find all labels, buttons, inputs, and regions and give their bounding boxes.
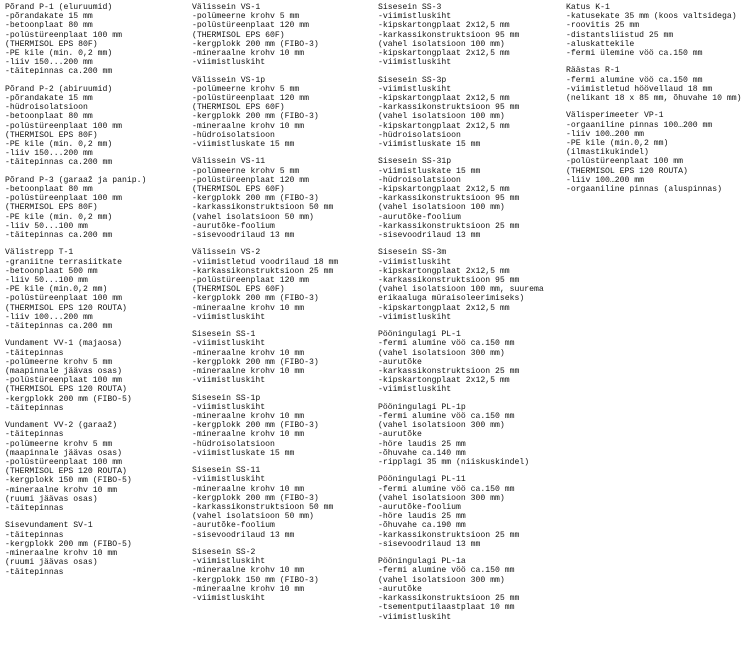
spec-block xyxy=(378,330,544,394)
spec-layer-line: -viimistluskiht xyxy=(378,58,452,68)
block-spacer xyxy=(378,395,544,403)
spec-layer-line: -PE kile (min. 0,2 mm) xyxy=(5,212,113,222)
spec-layer-line: -viimistluskiht xyxy=(192,475,266,485)
spec-layer-line: -viimistletud voodrilaud 18 mm xyxy=(192,257,339,267)
spec-layer-line: -tsementputilaastplaat 10 mm xyxy=(378,603,515,613)
spec-block xyxy=(566,3,742,58)
spec-layer-line: -õhuvahe ca.140 mm xyxy=(378,448,466,458)
spec-layer-line: (maapinnale jäävas osas) xyxy=(5,367,123,377)
spec-title: Välissein VS-1 xyxy=(192,3,261,12)
spec-layer-line: -hüdroisolatsioon xyxy=(192,439,275,449)
spec-layer-line: -aurutõke-foolium xyxy=(378,212,461,222)
spec-layer-line: -sisevoodrilaud 13 mm xyxy=(378,539,481,549)
spec-layer-line: -fermi alumine vöö ca.150 mm xyxy=(378,412,515,422)
spec-layer-line: -karkassikonstruktsioon 25 mm xyxy=(378,367,520,377)
spec-layer-line: -fermi alumine vöö ca.150 mm xyxy=(378,339,515,349)
spec-layer-line: -liiv 100…200 mm xyxy=(566,129,645,139)
spec-block xyxy=(5,176,146,240)
spec-layer-line: -viimistluskate 15 mm xyxy=(378,166,481,176)
spec-layer-line: -viimistluskiht xyxy=(378,84,452,94)
spec-layer-line: -distantsliistud 25 mm xyxy=(566,30,674,40)
spec-layer-line: -betoonplaat 80 mm xyxy=(5,112,93,122)
spec-layer-line: -mineraalne krohv 10 mm xyxy=(5,549,118,559)
spec-layer-line: -karkassikonstruktsioon 95 mm xyxy=(378,194,520,204)
spec-layer-line: -kergplokk 200 mm (FIBO-3) xyxy=(192,39,319,49)
spec-layer-line: (vahel isolatsioon 300 mm) xyxy=(378,421,505,431)
spec-layer-line: -viimistletud höövellaud 18 mm xyxy=(566,84,713,94)
spec-layer-line: -viimistluskiht xyxy=(192,312,266,322)
spec-block xyxy=(378,475,544,549)
spec-layer-line: (vahel isolatsioon 50 mm) xyxy=(192,212,314,222)
spec-layer-line: -liiv 100...200 mm xyxy=(5,312,93,322)
spec-layer-line: -aurutõke xyxy=(378,430,422,440)
spec-layer-line: -liiv 150...200 mm xyxy=(5,58,93,68)
spec-layer-line: (vahel isolatsioon 300 mm) xyxy=(378,348,505,358)
spec-block xyxy=(378,3,544,67)
spec-layer-line: (THERMISOL EPS 60F) xyxy=(192,30,285,40)
spec-layer-line: -kipskartongplaat 2x12,5 mm xyxy=(378,121,510,131)
spec-layer-line: -viimistluskiht xyxy=(192,339,266,349)
spec-layer-line: -kergplokk 200 mm (FIBO-3) xyxy=(192,493,319,503)
spec-layer-line: -mineraalne krohv 10 mm xyxy=(192,49,305,59)
spec-title: Välissein VS-1p xyxy=(192,75,266,85)
spec-layer-line: -täitepinnas ca.200 mm xyxy=(5,158,113,168)
spec-layer-line: -karkassikonstruktsioon 25 mm xyxy=(192,266,334,276)
spec-block xyxy=(378,157,544,240)
spec-layer-line: (nelikant 18 x 85 mm, õhuvahe 10 mm) xyxy=(566,94,742,104)
spec-title: Sisesein SS-1p xyxy=(192,393,261,403)
spec-layer-line: -mineraalne krohv 10 mm xyxy=(5,485,118,495)
spec-layer-line: -sisevoodrilaud 13 mm xyxy=(192,530,295,540)
spec-title: Sisesein SS-11 xyxy=(192,466,261,476)
spec-layer-line: -karkassikonstruktsioon 95 mm xyxy=(378,30,520,40)
spec-layer-line: -viimistluskiht xyxy=(192,557,266,567)
spec-layer-line: -karkassikonstruktsioon 95 mm xyxy=(378,276,520,286)
spec-title: Sisesein SS-3m xyxy=(378,248,447,258)
spec-layer-line: -polümeerne krohv 5 mm xyxy=(192,84,300,94)
spec-layer-line: (THERMISOL EPS 80F) xyxy=(5,39,98,49)
spec-layer-line: -roovitis 25 mm xyxy=(566,21,640,31)
spec-block xyxy=(5,3,146,77)
spec-layer-line: -polüstüreenplaat 100 mm xyxy=(5,294,123,304)
spec-block xyxy=(192,76,338,150)
spec-layer-line: -kipskartongplaat 2x12,5 mm xyxy=(378,303,510,313)
spec-layer-line: -fermi ülemine vöö ca.150 mm xyxy=(566,49,703,59)
spec-layer-line: -polüstüreenplaat 100 mm xyxy=(5,458,123,468)
spec-layer-line: -kergplokk 200 mm (FIBO-3) xyxy=(192,421,319,431)
spec-layer-line: (THERMISOL EPS 120 ROUTA) xyxy=(5,385,127,395)
spec-layer-line: -fermi alumine vöö ca.150 mm xyxy=(378,484,515,494)
spec-layer-line: -põrandakate 15 mm xyxy=(5,94,93,104)
spec-title: Välissein VS-11 xyxy=(192,157,266,167)
spec-layer-line: -viimistluskiht xyxy=(192,402,266,412)
spec-layer-line: -kipskartongplaat 2x12,5 mm xyxy=(378,185,510,195)
spec-layer-line: -viimistluskate 15 mm xyxy=(192,448,295,458)
spec-layer-line: -liiv 150...200 mm xyxy=(5,149,93,159)
spec-layer-line: -PE kile (min. 0,2 mm) xyxy=(5,140,113,150)
spec-layer-line: -kipskartongplaat 2x12,5 mm xyxy=(378,376,510,386)
block-spacer xyxy=(5,77,146,85)
spec-layer-line: -täitepinnas xyxy=(5,348,64,358)
spec-layer-line: -täitepinnas xyxy=(5,567,64,577)
spec-layer-line: -kergplokk 150 mm (FIBO-3) xyxy=(192,575,319,585)
spec-block xyxy=(192,157,338,240)
spec-title: Pööningulagi PL-1p xyxy=(378,402,466,412)
spec-layer-line: -karkassikonstruktsioon 25 mm xyxy=(378,221,520,231)
spec-layer-line: -karkassikonstruktsioon 95 mm xyxy=(378,103,520,113)
spec-layer-line: -PE kile (min.0,2 mm) xyxy=(566,139,669,149)
spec-layer-line: (THERMISOL EPS 60F) xyxy=(192,185,285,195)
spec-title: Sisesein SS-3 xyxy=(378,3,442,12)
spec-title: Välissein VS-2 xyxy=(192,248,261,258)
spec-title: Räästas R-1 xyxy=(566,66,620,76)
spec-layer-line: (ruumi jäävas osas) xyxy=(5,558,98,568)
spec-block xyxy=(5,339,146,413)
spec-layer-line: -polüstüreenplaat 100 mm xyxy=(566,157,684,167)
spec-layer-line: -kipskartongplaat 2x12,5 mm xyxy=(378,94,510,104)
spec-layer-line: (THERMISOL EPS 60F) xyxy=(192,285,285,295)
spec-block xyxy=(378,557,544,621)
spec-layer-line: -viimistluskiht xyxy=(378,312,452,322)
spec-layer-line: -graniitne terrasiitkate xyxy=(5,257,123,267)
spec-layer-line: -viimistluskate 15 mm xyxy=(378,140,481,150)
block-spacer xyxy=(378,67,544,75)
spec-title: Põrand P-2 (abiruumid) xyxy=(5,84,113,94)
spec-title: Välistrepp T-1 xyxy=(5,248,74,258)
spec-layer-line: -liiv 50...100 mm xyxy=(5,276,88,286)
spec-layer-line: -täitepinnas xyxy=(5,530,64,540)
spec-layer-line: -polüstüreenplaat 120 mm xyxy=(192,276,310,286)
spec-layer-line: -orgaaniline pinnas 100…200 mm xyxy=(566,120,713,130)
spec-layer-line: -fermi alumine vöö ca.150 mm xyxy=(378,566,515,576)
spec-layer-line: -kergplokk 200 mm (FIBO-3) xyxy=(192,194,319,204)
spec-layer-line: -kipskartongplaat 2x12,5 mm xyxy=(378,266,510,276)
spec-layer-line: -karkassikonstruktsioon 50 mm xyxy=(192,503,334,513)
spec-layer-line: -fermi alumine vöö ca.150 mm xyxy=(566,75,703,85)
spec-block xyxy=(5,248,146,331)
spec-title: Sisesein SS-2 xyxy=(192,548,256,558)
spec-layer-line: -karkassikonstruktsioon 50 mm xyxy=(192,203,334,213)
spec-layer-line: -viimistluskiht xyxy=(378,385,452,395)
spec-layer-line: -hüdroisolatsioon xyxy=(378,130,461,140)
spec-layer-line: -PE kile (min.0,2 mm) xyxy=(5,285,108,295)
spec-layer-line: -viimistluskiht xyxy=(378,612,452,622)
spec-block xyxy=(378,76,544,150)
spec-layer-line: -höre laudis 25 mm xyxy=(378,439,466,449)
spec-layer-line: (vahel isolatsioon 100 mm, suurema xyxy=(378,285,544,295)
spec-layer-line: -polümeerne krohv 5 mm xyxy=(5,357,113,367)
spec-block xyxy=(378,248,544,322)
spec-title: Vundament VV-2 (garaaž) xyxy=(5,421,118,431)
spec-layer-line: -polüstüreenplaat 100 mm xyxy=(5,194,123,204)
spec-layer-line: (vahel isolatsioon 50 mm) xyxy=(192,512,314,522)
spec-block xyxy=(566,66,742,103)
spec-layer-line: -sisevoodrilaud 13 mm xyxy=(192,231,295,241)
spec-layer-line: -aurutõke xyxy=(378,357,422,367)
spec-block xyxy=(192,548,338,603)
spec-layer-line: -täitepinnas ca.200 mm xyxy=(5,67,113,77)
spec-layer-line: -aurutõke-foolium xyxy=(192,521,275,531)
spec-layer-line: -polüstüreenplaat 100 mm xyxy=(5,376,123,386)
spec-layer-line: -hüdroisolatsioon xyxy=(378,175,461,185)
spec-title: Sisesein SS-1 xyxy=(192,330,256,340)
spec-layer-line: -polümeerne krohv 5 mm xyxy=(192,166,300,176)
spec-layer-line: -põrandakate 15 mm xyxy=(5,12,93,22)
spec-layer-line: -polüstüreenplaat 120 mm xyxy=(192,21,310,31)
block-spacer xyxy=(192,385,338,393)
spec-block xyxy=(566,111,742,194)
spec-layer-line: -ripplagi 35 mm (niiskuskindel) xyxy=(378,458,530,468)
spec-layer-line: -kergplokk 150 mm (FIBO-5) xyxy=(5,476,132,486)
spec-layer-line: (ruumi jäävas osas) xyxy=(5,494,98,504)
spec-layer-line: -betoonplaat 500 mm xyxy=(5,266,98,276)
block-spacer xyxy=(566,58,742,66)
spec-block xyxy=(192,394,338,458)
spec-layer-line: -kergplokk 200 mm (FIBO-3) xyxy=(192,294,319,304)
spec-layer-line: -liiv 50...100 mm xyxy=(5,221,88,231)
spec-layer-line: (vahel isolatsioon 100 mm) xyxy=(378,112,505,122)
spec-layer-line: -höre laudis 25 mm xyxy=(378,512,466,522)
spec-layer-line: -mineraalne krohv 10 mm xyxy=(192,484,305,494)
spec-layer-line: -õhuvahe ca.190 mm xyxy=(378,521,466,531)
spec-layer-line: -viimistluskiht xyxy=(192,594,266,604)
spec-layer-line: -mineraalne krohv 10 mm xyxy=(192,430,305,440)
spec-title: Pööningulagi PL-11 xyxy=(378,475,466,485)
spec-layer-line: -täitepinnas xyxy=(5,430,64,440)
spec-layer-line: -viimistluskate 15 mm xyxy=(192,140,295,150)
spec-title: Sisesein SS-3p xyxy=(378,75,447,85)
spec-layer-line: -kergplokk 200 mm (FIBO-5) xyxy=(5,394,132,404)
spec-layer-line: (THERMISOL EPS 120 ROUTA) xyxy=(566,166,688,176)
spec-layer-line: -mineraalne krohv 10 mm xyxy=(192,303,305,313)
spec-layer-line: -täitepinnas xyxy=(5,403,64,413)
spec-layer-line: -mineraalne krohv 10 mm xyxy=(192,121,305,131)
spec-layer-line: -betoonplaat 80 mm xyxy=(5,21,93,31)
spec-layer-line: -mineraalne krohv 10 mm xyxy=(192,566,305,576)
spec-layer-line: -karkassikonstruktsioon 25 mm xyxy=(378,530,520,540)
spec-block xyxy=(192,330,338,385)
spec-layer-line: (vahel isolatsioon 100 mm) xyxy=(378,39,505,49)
spec-layer-line: -mineraalne krohv 10 mm xyxy=(192,348,305,358)
spec-layer-line: (THERMISOL EPS 120 ROUTA) xyxy=(5,467,127,477)
spec-layer-line: -mineraalne krohv 10 mm xyxy=(192,367,305,377)
spec-layer-line: -polüstüreenplaat 120 mm xyxy=(192,94,310,104)
spec-layer-line: -hüdroisolatsioon xyxy=(192,130,275,140)
spec-layer-line: (maapinnale jäävas osas) xyxy=(5,448,123,458)
spec-layer-line: (THERMISOL EPS 120 ROUTA) xyxy=(5,303,127,313)
spec-layer-line: -polüstüreenplaat 100 mm xyxy=(5,30,123,40)
spec-title: Välisperimeeter VP-1 xyxy=(566,111,664,121)
spec-layer-line: (vahel isolatsioon 100 mm) xyxy=(378,203,505,213)
spec-layer-line: -PE kile (min. 0,2 mm) xyxy=(5,49,113,59)
spec-layer-line: -aluskattekile xyxy=(566,39,635,49)
spec-title: Pööningulagi PL-1 xyxy=(378,330,461,340)
spec-layer-line: -hüdroisolatsioon xyxy=(5,103,88,113)
spec-layer-line: -viimistluskiht xyxy=(378,12,452,22)
spec-layer-line: -kergplokk 200 mm (FIBO-3) xyxy=(192,357,319,367)
spec-layer-line: (vahel isolatsioon 300 mm) xyxy=(378,575,505,585)
spec-layer-line: (THERMISOL EPS 80F) xyxy=(5,203,98,213)
spec-layer-line: (THERMISOL EPS 80F) xyxy=(5,130,98,140)
spec-layer-line: erikaaluga müraisoleerimiseks) xyxy=(378,294,525,304)
spec-title: Põrand P-1 (eluruumid) xyxy=(5,3,113,12)
spec-layer-line: -betoonplaat 80 mm xyxy=(5,185,93,195)
spec-title: Katus K-1 xyxy=(566,3,610,12)
block-spacer xyxy=(5,168,146,176)
spec-layer-line: -liiv 100…200 mm xyxy=(566,175,645,185)
spec-layer-line: -polümeerne krohv 5 mm xyxy=(192,12,300,22)
spec-layer-line: -täitepinnas ca.200 mm xyxy=(5,231,113,241)
spec-layer-line: -orgaaniline pinnas (aluspinnas) xyxy=(566,185,723,195)
spec-title: Pööningulagi PL-1a xyxy=(378,557,466,567)
spec-layer-line: -kergplokk 200 mm (FIBO-3) xyxy=(192,112,319,122)
spec-layer-line: -viimistluskiht xyxy=(192,58,266,68)
spec-layer-line: -polüstüreenplaat 120 mm xyxy=(192,175,310,185)
spec-block xyxy=(378,403,544,467)
spec-layer-line: -kipskartongplaat 2x12,5 mm xyxy=(378,49,510,59)
spec-layer-line: -kipskartongplaat 2x12,5 mm xyxy=(378,21,510,31)
spec-block xyxy=(5,521,146,576)
spec-title: Põrand P-3 (garaaž ja panip.) xyxy=(5,175,147,185)
spec-layer-line: (ilmastikukindel) xyxy=(566,148,649,158)
column-1 xyxy=(5,3,146,577)
spec-layer-line: -aurutõke-foolium xyxy=(378,503,461,513)
spec-layer-line: (THERMISOL EPS 60F) xyxy=(192,103,285,113)
spec-layer-line: -viimistluskiht xyxy=(378,257,452,267)
spec-block xyxy=(192,466,338,540)
spec-title: Vundament VV-1 (majaosa) xyxy=(5,339,123,349)
spec-layer-line: (vahel isolatsioon 300 mm) xyxy=(378,493,505,503)
spec-title: Sisesein SS-31p xyxy=(378,157,452,167)
spec-layer-line: -aurutõke-foolium xyxy=(192,221,275,231)
spec-layer-line: -polümeerne krohv 5 mm xyxy=(5,439,113,449)
spec-layer-line: -kergplokk 200 mm (FIBO-5) xyxy=(5,539,132,549)
column-2 xyxy=(192,3,338,603)
spec-layer-line: -viimistluskiht xyxy=(192,376,266,386)
spec-layer-line: -mineraalne krohv 10 mm xyxy=(192,412,305,422)
spec-layer-line: -polüstüreenplaat 100 mm xyxy=(5,121,123,131)
block-spacer xyxy=(192,67,338,75)
spec-layer-line: -sisevoodrilaud 13 mm xyxy=(378,231,481,241)
spec-block xyxy=(5,421,146,513)
spec-title: Sisevundament SV-1 xyxy=(5,521,93,531)
spec-layer-line: -täitepinnas ca.200 mm xyxy=(5,322,113,332)
spec-block xyxy=(192,248,338,322)
column-4 xyxy=(566,3,742,194)
spec-block xyxy=(5,85,146,168)
spec-block xyxy=(192,3,338,67)
spec-layer-line: -karkassikonstruktsioon 25 mm xyxy=(378,594,520,604)
column-3 xyxy=(378,3,544,622)
spec-layer-line: -mineraalne krohv 10 mm xyxy=(192,584,305,594)
spec-layer-line: -täitepinnas xyxy=(5,504,64,514)
block-spacer xyxy=(192,540,338,548)
spec-layer-line: -katusekate 35 mm (koos valtsidega) xyxy=(566,12,737,22)
spec-layer-line: -aurutõke xyxy=(378,584,422,594)
